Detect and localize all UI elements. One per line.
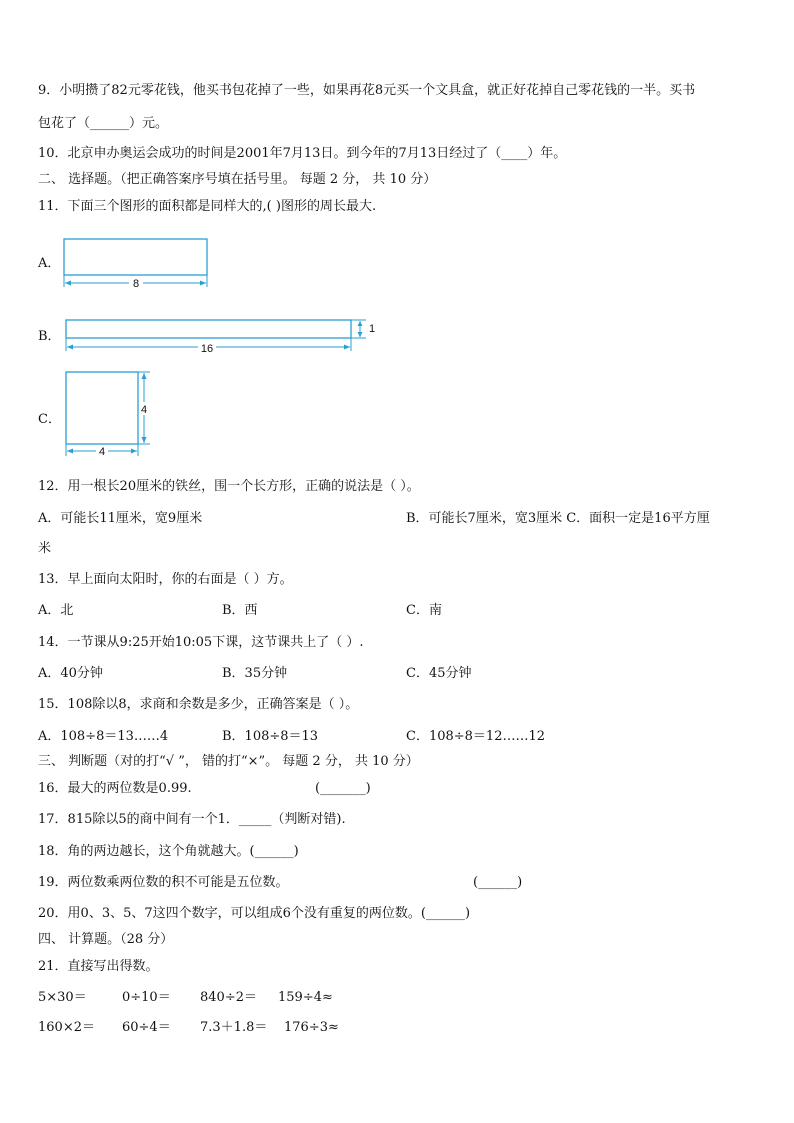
question-13: 13．早上面向太阳时，你的右面是（ ）方。	[38, 572, 293, 587]
q15-option-c: C．108÷8＝12……12	[406, 729, 546, 744]
q14-option-a: A．40分钟	[38, 666, 103, 681]
question-16: 16．最大的两位数是0.99.	[38, 781, 192, 796]
question-17: 17．815除以5的商中间有一个1．_____（判断对错).	[38, 812, 346, 827]
figure-b-height: 1	[369, 323, 376, 335]
q13-option-a: A．北	[38, 603, 74, 618]
section-4-heading: 四、 计算题。（28 分）	[38, 932, 174, 947]
q14-option-c: C．45分钟	[406, 666, 472, 681]
rectangle-figure-b	[60, 315, 380, 360]
q19-answer-blank: (______)	[473, 875, 523, 890]
calc-item: 60÷4＝	[122, 1020, 171, 1035]
figure-a-width: 8	[132, 278, 140, 290]
q12-option-c-tail: 米	[38, 541, 52, 556]
question-19: 19．两位数乘两位数的积不可能是五位数。	[38, 875, 289, 890]
question-20: 20．用0、3、5、7这四个数字，可以组成6个没有重复的两位数。(______)	[38, 906, 471, 921]
question-10: 10．北京申办奥运会成功的时间是2001年7月13日。到今年的7月13日经过了（____）年。	[38, 146, 567, 161]
calc-item: 159÷4≈	[278, 990, 333, 1005]
q12-option-bc: B．可能长7厘米，宽3厘米 C．面积一定是16平方厘	[406, 511, 710, 526]
question-11: 11．下面三个图形的面积都是同样大的,( )图形的周长最大.	[38, 199, 377, 214]
calc-item: 5×30＝	[38, 990, 87, 1005]
calc-item: 160×2＝	[38, 1020, 95, 1035]
q13-option-b: B．西	[222, 603, 258, 618]
rectangle-figure-a	[60, 235, 220, 295]
question-9-line2: 包花了（______）元。	[38, 116, 169, 131]
q16-answer-blank: (_______)	[315, 781, 371, 796]
question-12: 12．用一根长20厘米的铁丝，围一个长方形，正确的说法是（ ）。	[38, 479, 420, 494]
calc-item: 176÷3≈	[284, 1020, 339, 1035]
q15-option-b: B．108÷8＝13	[222, 729, 319, 744]
figure-c-side-horizontal: 4	[98, 446, 106, 458]
section-3-heading: 三、 判断题（对的打“√ ”， 错的打“×”。 每题 2 分， 共 10 分）	[38, 754, 419, 769]
section-2-heading: 二、 选择题。（把正确答案序号填在括号里。 每题 2 分， 共 10 分）	[38, 172, 437, 187]
option-a-label: A．	[38, 256, 61, 271]
q14-option-b: B．35分钟	[222, 666, 288, 681]
question-21: 21．直接写出得数。	[38, 959, 159, 974]
question-18: 18．角的两边越长，这个角就越大。(______)	[38, 844, 299, 859]
square-figure-c	[60, 368, 160, 463]
option-c-label: C．	[38, 412, 61, 427]
q13-option-c: C．南	[406, 603, 442, 618]
q15-option-a: A．108÷8＝13……4	[38, 729, 169, 744]
question-9-line1: 9．小明攒了82元零花钱，他买书包花掉了一些，如果再花8元买一个文具盒，就正好花掉自己零花钱的一半。买书	[38, 83, 696, 98]
calc-item: 840÷2＝	[200, 990, 257, 1005]
figure-c-side-vertical: 4	[141, 404, 148, 416]
option-b-label: B．	[38, 329, 61, 344]
question-15: 15．108除以8，求商和余数是多少，正确答案是（ ）。	[38, 697, 359, 712]
calc-item: 7.3＋1.8＝	[200, 1020, 268, 1035]
calc-item: 0÷10＝	[122, 990, 171, 1005]
figure-b-width: 16	[200, 343, 214, 355]
question-14: 14．一节课从9:25开始10:05下课，这节课共上了（ ）.	[38, 635, 364, 650]
q12-option-a: A．可能长11厘米，宽9厘米	[38, 511, 203, 526]
